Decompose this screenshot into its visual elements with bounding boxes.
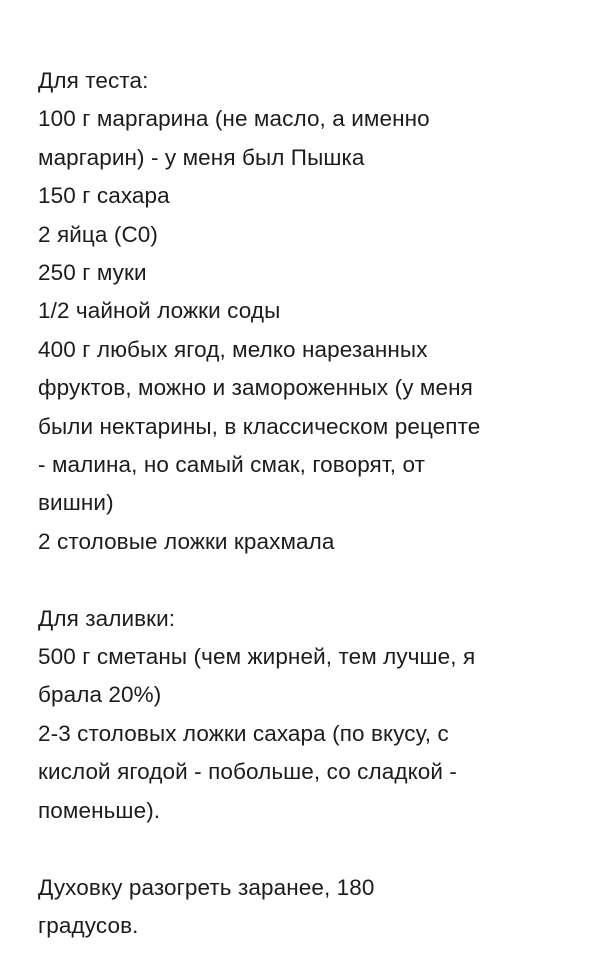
oven-line: Духовку разогреть заранее, 180 (38, 874, 375, 900)
filling-section (38, 600, 578, 830)
paragraph-gap (38, 561, 578, 599)
filling-line: 2-3 столовых ложки сахара (по вкусу, с (38, 720, 449, 746)
filling-line: 500 г сметаны (чем жирней, тем лучше, я (38, 644, 476, 670)
dough-line: 2 столовые ложки крахмала (38, 528, 335, 554)
dough-line: вишни) (38, 490, 114, 516)
dough-line: 2 яйца (С0) (38, 221, 159, 247)
oven-line: градусов. (38, 912, 139, 938)
dough-line: 150 г сахара (38, 183, 170, 209)
filling-line: поменьше). (38, 797, 161, 823)
dough-line: фруктов, можно и замороженных (у меня (38, 375, 473, 401)
oven-section (38, 869, 578, 946)
dough-line: 1/2 чайной ложки соды (38, 298, 281, 324)
dough-line: 250 г муки (38, 260, 147, 286)
dough-line: - малина, но самый смак, говорят, от (38, 452, 425, 478)
recipe-note (38, 62, 578, 945)
filling-line: брала 20%) (38, 682, 162, 708)
dough-line: маргарин) - у меня был Пышка (38, 144, 365, 170)
paragraph-gap (38, 830, 578, 868)
dough-heading: Для теста: (38, 68, 149, 93)
filling-line: кислой ягодой - побольше, со сладкой - (38, 759, 458, 785)
dough-line: были нектарины, в классическом рецепте (38, 413, 481, 439)
dough-line: 400 г любых ягод, мелко нарезанных (38, 336, 428, 362)
dough-section (38, 62, 578, 561)
filling-heading: Для заливки: (38, 605, 176, 631)
dough-line: 100 г маргарина (не масло, а именно (38, 106, 430, 132)
